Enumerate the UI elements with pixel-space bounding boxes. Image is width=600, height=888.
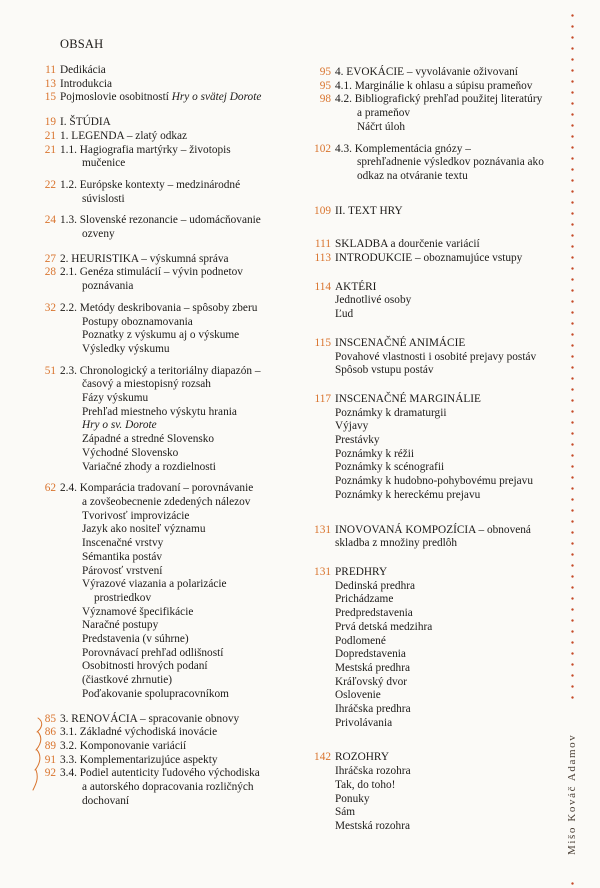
toc-entry xyxy=(307,80,539,94)
toc-entry xyxy=(36,754,304,768)
entry-line: Prichádzame xyxy=(335,593,394,606)
page-number: 86 xyxy=(44,726,56,739)
entry-line: Povahové vlastnosti i osobité prejavy postáv xyxy=(335,350,537,363)
spine-dot-line xyxy=(571,878,574,888)
entry-title: 1. LEGENDA – zlatý odkaz xyxy=(60,129,188,142)
entry-line: Náčrt úloh xyxy=(357,120,405,133)
entry-line: Prehľad miestneho výskytu hrania xyxy=(82,405,237,418)
entry-line: Jazyk ako nositeľ významu xyxy=(82,523,206,536)
entry-line: Postupy oboznamovania xyxy=(82,315,193,328)
entry-line: Jednotlivé osoby xyxy=(335,294,412,307)
entry-line: Fázy výskumu xyxy=(82,392,149,405)
page-title: OBSAH xyxy=(60,37,104,51)
entry-line: Podlomené xyxy=(335,634,386,647)
page-number: 113 xyxy=(314,252,331,265)
entry-title: Dedikácia xyxy=(60,64,106,76)
entry-line: Hry o sv. Dorote xyxy=(82,419,157,432)
toc-entry xyxy=(36,64,304,78)
entry-title: 3.1. Základné východiská inovácie xyxy=(60,726,218,739)
entry-line: Naračné postupy xyxy=(82,619,159,632)
entry-title: 4.3. Komplementácia gnózy – xyxy=(335,142,471,155)
toc-entry xyxy=(307,393,539,503)
entry-line: odkaz na otváranie textu xyxy=(357,169,468,182)
entry-title: 3.4. Podiel autenticity ľudového východiska xyxy=(60,767,260,780)
toc-right-column xyxy=(307,60,544,834)
spine-dot-line xyxy=(571,10,574,700)
entry-line: Dedinská predhra xyxy=(335,579,415,592)
toc-entry xyxy=(36,78,304,92)
page-number: 32 xyxy=(44,301,56,314)
entry-title: INOVOVANÁ KOMPOZÍCIA – obnovená xyxy=(335,523,531,536)
page-number: 115 xyxy=(314,336,331,349)
entry-title: PREDHRY xyxy=(335,565,388,578)
toc-entry xyxy=(36,130,304,144)
entry-line: časový a miestopisný rozsah xyxy=(82,378,211,391)
toc-entry xyxy=(307,337,539,378)
toc-entry xyxy=(36,302,304,357)
entry-title: 4.1. Marginálie k ohlasu a súpisu prameňov xyxy=(335,79,533,92)
entry-line: Ľud xyxy=(335,308,354,321)
entry-line: Porovnávací prehľad odlišností xyxy=(82,646,224,659)
page-number: 114 xyxy=(314,280,331,293)
entry-line: Mestská predhra xyxy=(335,661,410,674)
entry-title: 3.3. Komplementarizujúce aspekty xyxy=(60,753,218,766)
toc-entry xyxy=(36,179,304,206)
entry-line: Ihráčska predhra xyxy=(335,703,411,716)
toc-entry xyxy=(307,142,544,184)
entry-line: Inscenačné vrstvy xyxy=(82,537,164,550)
page-number: 91 xyxy=(44,753,56,766)
entry-line: Ponuky xyxy=(335,792,370,805)
page-number: 95 xyxy=(319,66,331,78)
toc-entry xyxy=(36,713,304,727)
toc-entry xyxy=(36,266,304,293)
page-number: 117 xyxy=(314,392,331,405)
entry-title: ROZOHRY xyxy=(335,751,389,764)
entry-line: Východné Slovensko xyxy=(82,446,179,459)
entry-line: a zovšeobecnenie zdedených nálezov xyxy=(82,495,251,508)
page-number: 131 xyxy=(314,523,331,536)
toc-entry xyxy=(307,238,539,252)
page-number: 131 xyxy=(314,565,331,578)
toc-entry xyxy=(36,253,304,267)
entry-line: Ihráčska rozohra xyxy=(335,765,411,778)
entry-line: Párovosť vrstvení xyxy=(82,564,163,577)
entry-line: prostriedkov xyxy=(94,591,152,604)
toc-entry xyxy=(36,365,304,475)
entry-line: poznávania xyxy=(82,280,134,293)
page-number: 51 xyxy=(44,364,56,377)
entry-title: Introdukcia xyxy=(60,77,113,90)
toc-entry xyxy=(307,281,539,322)
page-number: 95 xyxy=(319,79,331,92)
entry-line: Sám xyxy=(335,806,356,819)
page-number: 142 xyxy=(314,751,331,764)
entry-title: INSCENAČNÉ MARGINÁLIE xyxy=(335,392,481,405)
entry-line: dochovaní xyxy=(82,794,130,807)
entry-title: INTRODUKCIE – oboznamujúce vstupy xyxy=(335,252,523,265)
page-number: 24 xyxy=(44,214,56,227)
entry-title: 3.2. Komponovanie variácií xyxy=(60,739,187,752)
page-number: 13 xyxy=(44,77,56,90)
entry-line: Poznámky k dramaturgii xyxy=(335,406,447,419)
entry-title: 3. RENOVÁCIA – spracovanie obnovy xyxy=(60,712,240,725)
entry-title: 2.1. Genéza stimulácií – vývin podnetov xyxy=(60,266,243,279)
toc-entry xyxy=(36,144,304,171)
entry-title: 4.2. Bibliografický prehľad použitej literatúry xyxy=(335,93,543,106)
page-number: 11 xyxy=(45,64,56,76)
entry-title: Pojmoslovie osobitností Hry o svätej Dorote xyxy=(60,91,262,104)
entry-title: I. ŠTÚDIA xyxy=(60,116,111,129)
entry-title: 2.2. Metódy deskribovania – spôsoby zberu xyxy=(60,301,258,314)
page-number: 92 xyxy=(44,767,56,780)
toc-entry xyxy=(36,214,304,241)
page-number: 19 xyxy=(44,116,56,129)
entry-line: Významové špecifikácie xyxy=(82,605,194,618)
entry-line: Variačné zhody a rozdielnosti xyxy=(82,460,216,473)
page-number: 15 xyxy=(44,91,56,104)
entry-line: Dopredstavenia xyxy=(335,648,406,661)
entry-line: Poznámky k hudobno-pohybovému prejavu xyxy=(335,475,533,488)
toc-entry xyxy=(307,524,539,551)
toc-entry xyxy=(36,767,304,808)
entry-line: Sémantika postáv xyxy=(82,550,163,563)
entry-line: Kráľovský dvor xyxy=(335,675,408,688)
entry-line: ozveny xyxy=(82,228,115,241)
entry-line: Prestávky xyxy=(335,434,380,447)
entry-line: Poznámky k hereckému prejavu xyxy=(335,488,481,501)
entry-line: Prvá detská medzihra xyxy=(335,620,433,633)
entry-line: Poznámky k réžii xyxy=(335,447,415,460)
entry-line: skladba z množiny predlôh xyxy=(335,537,458,550)
entry-title: II. TEXT HRY xyxy=(335,204,403,217)
toc-entry xyxy=(307,252,539,266)
page-number: 111 xyxy=(314,238,331,251)
toc-entry xyxy=(36,726,304,740)
entry-line: Výjavy xyxy=(335,420,369,433)
entry-line: Predpredstavenia xyxy=(335,607,413,620)
page-number: 98 xyxy=(319,93,331,106)
toc-entry xyxy=(307,566,539,730)
toc-entry xyxy=(307,751,539,833)
entry-line: Tak, do toho! xyxy=(335,778,396,791)
entry-title: 1.1. Hagiografia martýrky – životopis xyxy=(60,143,231,156)
entry-line: mučenice xyxy=(82,157,126,170)
entry-line: Západné a stredné Slovensko xyxy=(82,433,215,446)
entry-title: 2.4. Komparácia tradovaní – porovnávanie xyxy=(60,482,254,495)
entry-line: a prameňov xyxy=(357,107,411,120)
entry-title: 1.2. Európske kontexty – medzinárodné xyxy=(60,178,241,191)
toc-entry xyxy=(307,66,539,80)
entry-title: SKLADBA a dourčenie variácií xyxy=(335,238,480,251)
toc-entry xyxy=(307,93,543,134)
entry-line: Privolávania xyxy=(335,716,393,729)
page-number: 27 xyxy=(44,252,56,265)
entry-line: sprehľadnenie výsledkov poznávania ako xyxy=(357,156,544,169)
toc-entry xyxy=(36,482,304,701)
page-number: 28 xyxy=(44,266,56,279)
entry-line: Poďakovanie spolupracovníkom xyxy=(82,687,229,700)
page-number: 102 xyxy=(314,142,331,155)
entry-title: INSCENAČNÉ ANIMÁCIE xyxy=(335,336,466,349)
handwritten-mark xyxy=(30,712,56,792)
toc-left-column xyxy=(36,60,304,808)
toc-entry xyxy=(36,91,304,105)
entry-line: a autorského dopracovania rozličných xyxy=(82,781,254,794)
entry-line: (čiastkové zhrnutie) xyxy=(82,674,173,687)
entry-title: 1.3. Slovenské rezonancie – udomácňovanie xyxy=(60,214,261,227)
italic-title: Hry o svätej Dorote xyxy=(171,91,262,104)
entry-line: Výrazové viazania a polarizácie xyxy=(82,578,227,591)
toc-entry xyxy=(307,205,539,219)
page-number: 22 xyxy=(44,178,56,191)
page-number: 21 xyxy=(44,129,56,142)
page-number: 62 xyxy=(44,482,56,495)
entry-title: 2. HEURISTIKA – výskumná správa xyxy=(60,252,229,265)
entry-line: Poznámky k scénografii xyxy=(335,461,445,474)
entry-line: súvislosti xyxy=(82,192,125,205)
entry-line: Výsledky výskumu xyxy=(82,342,170,355)
page-number: 21 xyxy=(44,143,56,156)
entry-line: Spôsob vstupu postáv xyxy=(335,364,434,377)
entry-line: Tvorivosť improvizácie xyxy=(82,509,190,522)
page-number: 109 xyxy=(314,204,331,217)
entry-line: Poznatky z výskumu aj o výskume xyxy=(82,329,240,342)
page-number: 85 xyxy=(44,712,56,725)
entry-title: AKTÉRI xyxy=(335,280,377,293)
toc-entry xyxy=(36,740,304,754)
entry-title: 4. EVOKÁCIE – vyvolávanie oživovaní xyxy=(335,66,518,78)
entry-title: 2.3. Chronologický a teritoriálny diapazón – xyxy=(60,364,261,377)
entry-line: Oslovenie xyxy=(335,689,381,702)
entry-line: Osobitnosti hrových podaní xyxy=(82,660,208,673)
author-name: Mišo Kováč Adamov xyxy=(566,733,578,855)
toc-entry xyxy=(36,116,304,130)
page-number: 89 xyxy=(44,739,56,752)
entry-line: Mestská rozohra xyxy=(335,819,410,832)
entry-line: Predstavenia (v súhrne) xyxy=(82,633,189,646)
